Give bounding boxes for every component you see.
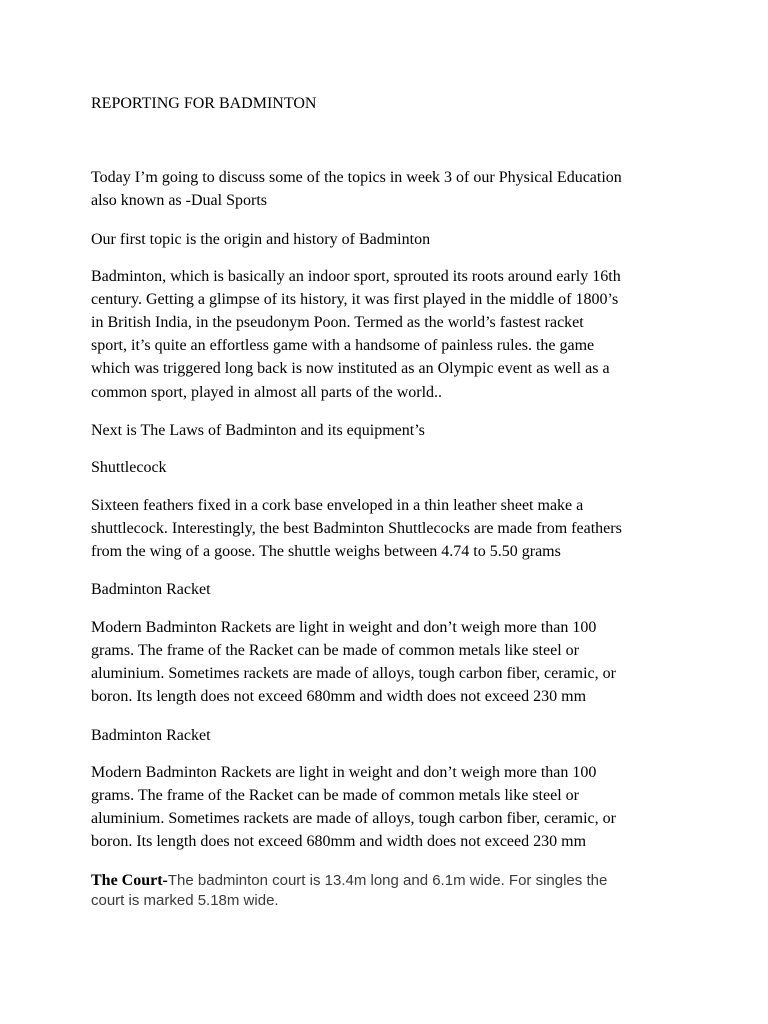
- racket-paragraph-line: Modern Badminton Rackets are light in weight and don’t weigh more than 100: [91, 619, 597, 636]
- origin-paragraph-line: common sport, played in almost all parts of the world..: [91, 384, 443, 401]
- racket-paragraph-line: aluminium. Sometimes rackets are made of alloys, tough carbon fiber, ceramic, or: [91, 665, 616, 682]
- racket-heading: Badminton Racket: [91, 727, 211, 744]
- racket-paragraph-line: grams. The frame of the Racket can be made of common metals like steel or: [91, 642, 579, 659]
- origin-heading: Our first topic is the origin and history of Badminton: [91, 231, 431, 248]
- shuttlecock-paragraph-line: shuttlecock. Interestingly, the best Badminton Shuttlecocks are made from feathers: [91, 520, 622, 537]
- origin-paragraph-line: in British India, in the pseudonym Poon. Termed as the world’s fastest racket: [91, 314, 584, 331]
- intro-line: Today I’m going to discuss some of the topics in week 3 of our Physical Education: [91, 169, 622, 186]
- court-label: The Court-: [91, 872, 168, 889]
- document-title: REPORTING FOR BADMINTON: [91, 95, 317, 112]
- racket-paragraph-line: grams. The frame of the Racket can be made of common metals like steel or: [91, 787, 579, 804]
- origin-paragraph-line: which was triggered long back is now instituted as an Olympic event as well as a: [91, 360, 610, 377]
- origin-paragraph-line: Badminton, which is basically an indoor sport, sprouted its roots around early 16th: [91, 268, 621, 285]
- racket-paragraph-line: Modern Badminton Rackets are light in weight and don’t weigh more than 100: [91, 764, 597, 781]
- racket-paragraph-line: aluminium. Sometimes rackets are made of alloys, tough carbon fiber, ceramic, or: [91, 810, 616, 827]
- laws-heading: Next is The Laws of Badminton and its equipment’s: [91, 422, 425, 439]
- court-text-continued: court is marked 5.18m wide.: [91, 892, 279, 909]
- origin-paragraph-line: century. Getting a glimpse of its history, it was first played in the middle of 1800’s: [91, 291, 619, 308]
- shuttlecock-paragraph-line: Sixteen feathers fixed in a cork base enveloped in a thin leather sheet make a: [91, 497, 584, 514]
- racket-paragraph-line: boron. Its length does not exceed 680mm and width does not exceed 230 mm: [91, 688, 587, 705]
- intro-line: also known as -Dual Sports: [91, 192, 267, 209]
- court-text: The badminton court is 13.4m long and 6.1m wide. For singles the: [167, 872, 608, 889]
- origin-paragraph-line: sport, it’s quite an effortless game with a handsome of painless rules. the game: [91, 337, 595, 354]
- shuttlecock-heading: Shuttlecock: [91, 459, 167, 476]
- shuttlecock-paragraph-line: from the wing of a goose. The shuttle weighs between 4.74 to 5.50 grams: [91, 543, 561, 560]
- racket-heading: Badminton Racket: [91, 581, 211, 598]
- racket-paragraph-line: boron. Its length does not exceed 680mm and width does not exceed 230 mm: [91, 833, 587, 850]
